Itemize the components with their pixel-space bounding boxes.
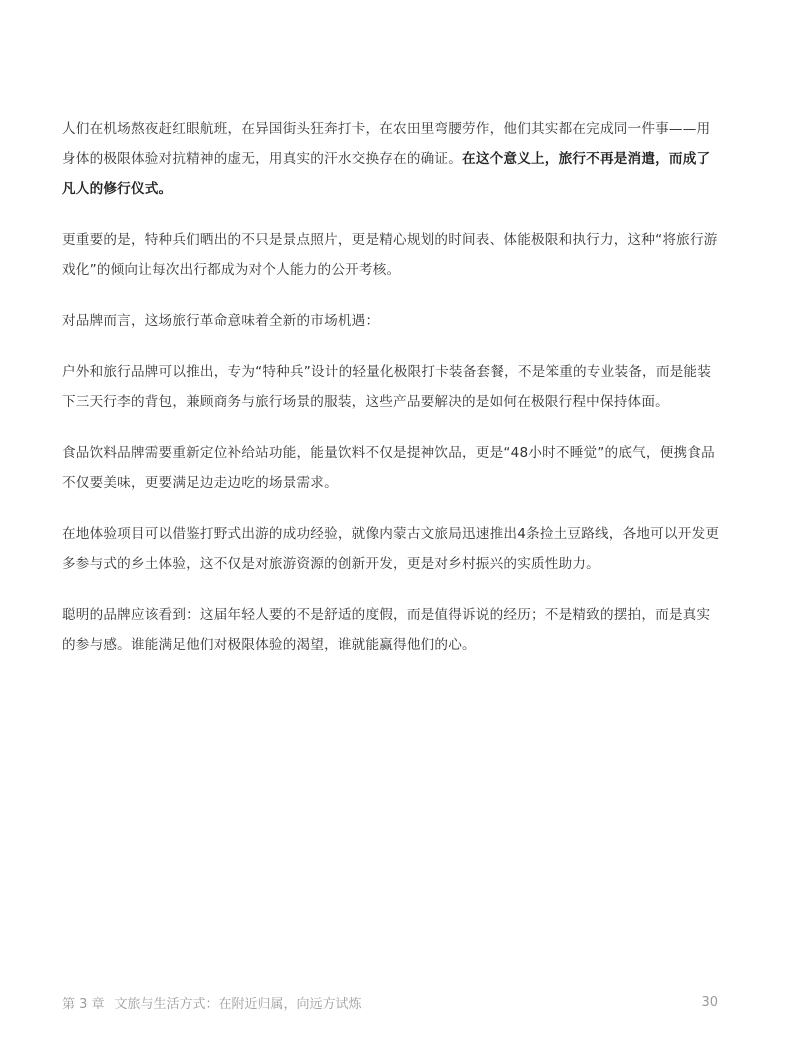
paragraph-1-bold-text: 在这个意义上，旅行不再是消遣，而成了凡人的修行仪式。 [62, 151, 711, 197]
paragraph-1-text: 人们在机场熬夜赶红眼航班，在异国街头狂奔打卡，在农田里弯腰劳作，他们其实都在完成同一件事——用身体的极限体验对抗精神的虚无，用真实的汗水交换存在的确证。 [62, 121, 711, 167]
page-body [62, 114, 722, 681]
page-footer [62, 992, 718, 1012]
paragraph-7: 聪明的品牌应该看到：这届年轻人要的不是舒适的度假，而是值得诉说的经历；不是精致的摆拍，而是真实的参与感。谁能满足他们对极限体验的渴望，谁就能赢得他们的心。 [62, 607, 711, 653]
chapter-title: 文旅与生活方式：在附近归属，向远方试炼 [114, 996, 362, 1012]
chapter-heading [62, 993, 362, 1012]
page-number: 30 [701, 994, 718, 1010]
paragraph-4: 户外和旅行品牌可以推出，专为“特种兵”设计的轻量化极限打卡装备套餐，不是笨重的专业装备，而是能装下三天行李的背包，兼顾商务与旅行场景的服装，这些产品要解决的是如何在极限行程中保持体面。 [62, 364, 711, 410]
paragraph-1 [62, 114, 722, 204]
paragraph-5: 食品饮料品牌需要重新定位补给站功能，能量饮料不仅是提神饮品，更是“48小时不睡觉”的底气，便携食品不仅要美味，更要满足边走边吃的场景需求。 [62, 445, 715, 491]
paragraph-2: 更重要的是，特种兵们晒出的不只是景点照片，更是精心规划的时间表、体能极限和执行力，这种“将旅行游戏化”的倾向让每次出行都成为对个人能力的公开考核。 [62, 232, 718, 278]
paragraph-3: 对品牌而言，这场旅行革命意味着全新的市场机遇： [62, 313, 380, 329]
paragraph-6: 在地体验项目可以借鉴打野式出游的成功经验，就像内蒙古文旅局迅速推出4条捡土豆路线，各地可以开发更多参与式的乡土体验，这不仅是对旅游资源的创新开发，更是对乡村振兴的实质性助力。 [62, 526, 720, 572]
chapter-number: 第 3 章 [62, 996, 105, 1012]
